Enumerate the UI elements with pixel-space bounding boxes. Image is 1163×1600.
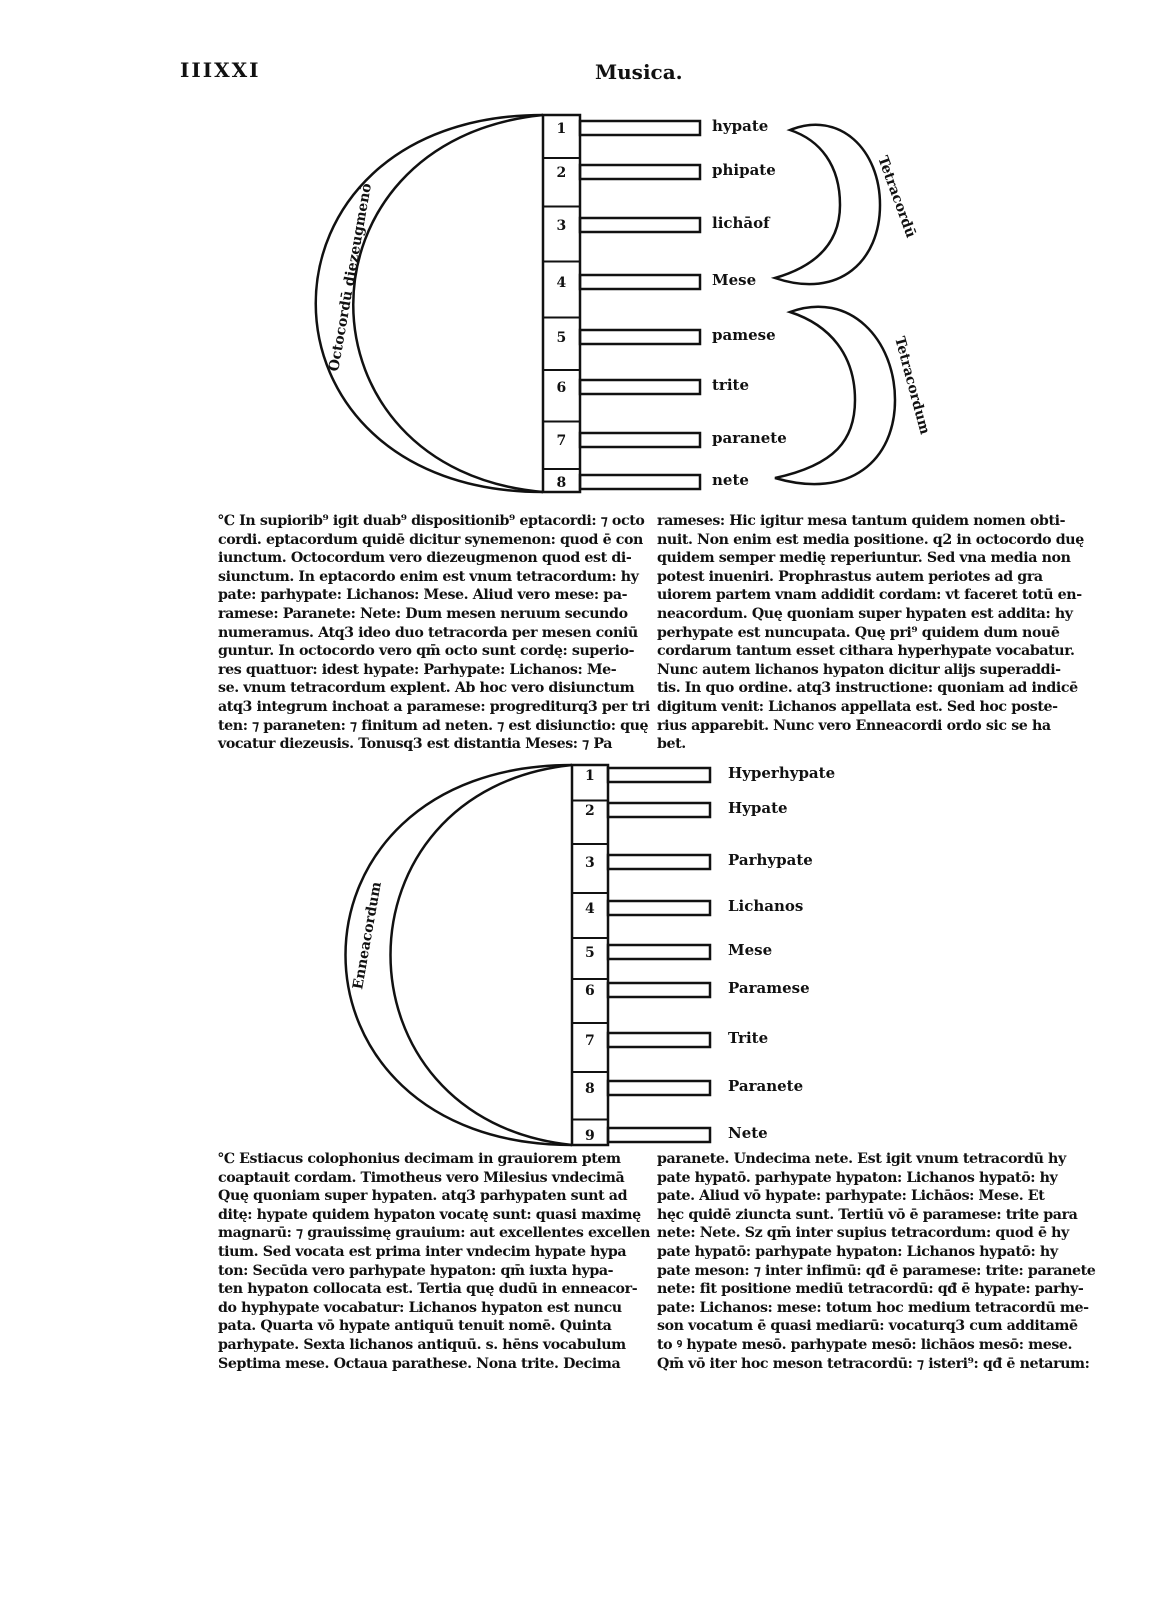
string-bar	[608, 768, 710, 782]
string-name: nete	[712, 471, 749, 489]
text-line: Quę quoniam super hypaten. atq3 parhypaten sunt ad	[218, 1188, 628, 1205]
text-line: nuit. Non enim est media positione. q2 in octocordo duę	[657, 531, 1084, 548]
crescent-lower	[775, 307, 895, 484]
text-line: ten hypaton collocata est. Tertia quę dudū in enneacor-	[218, 1281, 638, 1298]
string-bar	[580, 380, 700, 394]
text-block-2-right	[657, 1150, 1095, 1373]
text-line: vocatur diezeusis. Tonusq3 est distantia Meses: ⁊ Pa	[218, 736, 613, 753]
text-line: iunctum. Octocordum vero diezeugmenon quod est di-	[218, 550, 632, 567]
text-line: ramese: Paranete: Nete: Dum mesen neruum secundo	[218, 605, 628, 622]
string-bar	[608, 1128, 710, 1142]
string-number: 2	[556, 165, 567, 181]
text-line: ditę: hypate quidem hypaton vocatę sunt: quasi maximę	[218, 1206, 641, 1223]
text-line: hęc quidē ziuncta sunt. Tertiū vō ē paramese: trite para	[657, 1206, 1078, 1223]
string-name: trite	[712, 376, 750, 394]
text-line: cordi. eptacordum quidē dicitur synemenon: quod ē con	[218, 531, 643, 548]
text-line: digitum venit: Lichanos appellata est. Sed hoc poste-	[657, 698, 1058, 715]
outer-arc	[346, 765, 573, 1145]
string-bar	[608, 983, 710, 997]
string-number: 5	[556, 330, 567, 346]
string-bar	[608, 1033, 710, 1047]
text-line: son vocatum ē quasi mediarū: vocaturq3 cum additamē	[657, 1318, 1078, 1335]
string-number: 5	[585, 945, 595, 961]
text-line: rameses: Hic igitur mesa tantum quidem nomen obti-	[657, 513, 1066, 529]
text-line: bet.	[657, 736, 686, 753]
text-line: ℃ Estiacus colophonius decimam in grauiorem ptem	[218, 1151, 621, 1167]
string-number: 8	[556, 475, 567, 491]
string-name: Hypate	[728, 799, 788, 817]
text-line: pate hypatō: parhypate hypaton: Lichanos hypatō: hy	[657, 1243, 1058, 1260]
text-line: numeramus. Atq3 ideo duo tetracorda per mesen coniū	[218, 624, 638, 641]
string-bar	[608, 1081, 710, 1095]
string-name: Paranete	[728, 1077, 804, 1095]
text-line: rius apparebit. Nunc vero Enneacordi ordo sic se ha	[657, 717, 1051, 734]
text-line: pate meson: ⁊ inter infimū: qđ ē paramese: trite: paranete	[657, 1262, 1096, 1279]
string-bar	[580, 218, 700, 232]
text-line: potest inueniri. Prophrastus autem periotes ad gra	[657, 568, 1043, 585]
string-name: Mese	[728, 941, 773, 959]
string-bar	[608, 945, 710, 959]
string-number: 6	[585, 983, 595, 999]
string-number: 1	[585, 768, 595, 784]
string-number: 7	[585, 1033, 595, 1049]
text-line: paranete. Undecima nete. Est igit vnum tetracordū hy	[657, 1151, 1066, 1167]
text-line: Qm̄ vō iter hoc meson tetracordū: ⁊ isteri⁹: qđ ē netarum:	[657, 1355, 1090, 1372]
text-line: perhypate est nuncupata. Quę pri⁹ quidem dum nouē	[657, 624, 1060, 641]
text-line: ℃ In supiorib⁹ igit duab⁹ dispositionib⁹ eptacordi: ⁊ octo	[218, 513, 645, 529]
text-line: cordarum tantum esset cithara hyperhypate vocabatur.	[657, 643, 1075, 660]
text-line: guntur. In octocordo vero qm̄ octo sunt cordę: superio-	[218, 643, 635, 660]
string-bar	[580, 433, 700, 447]
text-line: pata. Quarta vō hypate antiquū tenuit nomē. Quinta	[218, 1318, 612, 1335]
text-line: uiorem partem vnam addidit cordam: vt faceret totū en-	[657, 587, 1082, 604]
string-name: Trite	[728, 1029, 769, 1047]
string-number: 2	[585, 803, 595, 819]
string-bar	[608, 901, 710, 915]
text-line: coaptauit cordam. Timotheus vero Milesius vndecimā	[218, 1169, 625, 1186]
string-name: paranete	[712, 429, 787, 447]
string-bar	[580, 475, 700, 489]
text-line: parhypate. Sexta lichanos antiquū. s. hēns vocabulum	[218, 1336, 626, 1353]
string-name: hypate	[712, 117, 769, 135]
string-bar	[580, 165, 700, 179]
string-name: pamese	[712, 326, 776, 344]
string-name: Mese	[712, 271, 757, 289]
text-line: se. vnum tetracordum explent. Ab hoc vero disiunctum	[218, 680, 635, 697]
arc-label: Tetracordum	[891, 334, 933, 437]
text-line: ten: ⁊ paraneten: ⁊ finitum ad neten. ⁊ est disiunctio: quę	[218, 717, 649, 734]
string-number: 4	[585, 901, 595, 917]
folio-number: IIIXXI	[180, 58, 261, 82]
text-line: quidem semper medię reperiuntur. Sed vna media non	[657, 550, 1071, 567]
string-number: 1	[556, 121, 567, 137]
running-title: Musica.	[595, 60, 683, 84]
string-number: 6	[556, 380, 567, 396]
crescent-upper	[775, 125, 880, 284]
string-bar	[608, 855, 710, 869]
text-line: to ꝰ hypate mesō. parhypate mesō: lichāos mesō: mese.	[657, 1336, 1073, 1353]
text-block-1-left	[218, 512, 650, 754]
text-line: tis. In quo ordine. atq3 instructione: quoniam ad indicē	[657, 680, 1078, 697]
text-line: siunctum. In eptacordo enim est vnum tetracordum: hy	[218, 568, 639, 585]
string-number: 3	[585, 855, 595, 871]
text-block-1-right	[657, 512, 1084, 754]
diagram-octocord	[316, 115, 895, 492]
diagram-enneacord	[346, 765, 609, 1145]
string-bar	[580, 275, 700, 289]
arc-label: Octocordū diezeugmenō	[326, 182, 376, 373]
string-bar	[608, 803, 710, 817]
string-name: Parhypate	[728, 851, 813, 869]
text-line: nete: fit positione mediū tetracordū: qđ ē hypate: parhy-	[657, 1281, 1084, 1298]
string-number: 3	[556, 218, 567, 234]
text-line: Nunc autem lichanos hypaton dicitur alijs superaddi-	[657, 661, 1061, 678]
inner-arc	[353, 115, 543, 492]
string-name: phipate	[712, 161, 776, 179]
text-line: nete: Nete. Sz qm̄ inter supius tetracordum: quod ē hy	[657, 1225, 1069, 1242]
string-name: lichāof	[712, 214, 770, 232]
string-number: 7	[556, 433, 567, 449]
text-line: neacordum. Quę quoniam super hypaten est addita: hy	[657, 605, 1073, 622]
string-bar	[580, 330, 700, 344]
string-bar	[580, 121, 700, 135]
string-number: 4	[556, 275, 567, 291]
text-line: res quattuor: idest hypate: Parhypate: Lichanos: Me-	[218, 661, 617, 678]
text-line: do hyphypate vocabatur: Lichanos hypaton est nuncu	[218, 1299, 622, 1316]
text-line: pate: Lichanos: mese: totum hoc medium tetracordū me-	[657, 1299, 1089, 1316]
string-number: 9	[585, 1128, 595, 1144]
string-name: Nete	[728, 1124, 768, 1142]
string-name: Hyperhypate	[728, 764, 836, 782]
text-line: Septima mese. Octaua parathese. Nona trite. Decima	[218, 1355, 621, 1372]
text-line: ton: Secūda vero parhypate hypaton: qm̄ iuxta hypa-	[218, 1262, 614, 1279]
string-number: 8	[585, 1081, 595, 1097]
text-line: tium. Sed vocata est prima inter vndecim hypate hypa	[218, 1243, 627, 1260]
arc-label: Enneacordum	[350, 880, 385, 991]
text-line: pate. Aliud vō hypate: parhypate: Lichāos: Mese. Et	[657, 1188, 1045, 1205]
string-name: Lichanos	[728, 897, 804, 915]
text-line: atq3 integrum inchoat a paramese: progrediturq3 per tri	[218, 698, 650, 715]
inner-arc	[391, 765, 573, 1145]
arc-label: Tetracordū	[874, 153, 919, 241]
string-name: Paramese	[728, 979, 810, 997]
text-line: pate: parhypate: Lichanos: Mese. Aliud vero mese: pa-	[218, 587, 628, 604]
text-line: magnarū: ⁊ grauissimę grauium: aut excellentes excellen	[218, 1225, 651, 1242]
text-line: pate hypatō. parhypate hypaton: Lichanos hypatō: hy	[657, 1169, 1058, 1186]
text-block-2-left	[218, 1150, 650, 1373]
